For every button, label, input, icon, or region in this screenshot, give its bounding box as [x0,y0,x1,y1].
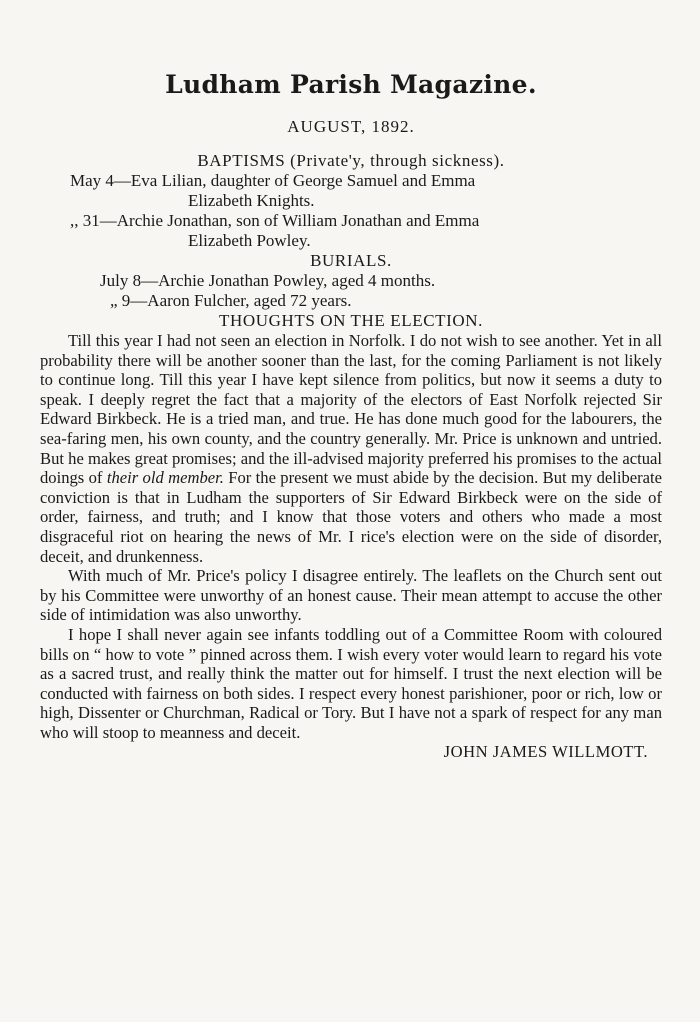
article-paragraph: With much of Mr. Price's policy I disagree entirely. The leaflets on the Church sent out by his Committee were unworthy of an honest cause. Their mean attempt to accuse the other side of intimidation was also unworthy. [40,566,662,625]
entry-date: July 8— [100,271,159,290]
election-article [40,311,662,762]
entry-text: Aaron Fulcher, aged 72 years. [147,291,352,310]
entry-text: Archie Jonathan, son of William Jonathan and Emma [116,211,480,230]
burial-entry [100,271,662,291]
italic-phrase: their old member. [106,468,224,488]
entry-date: May 4— [70,171,131,190]
baptisms-heading: BAPTISMS (Private'y, through sickness). [197,151,505,170]
issue-date: AUGUST, 1892. [287,117,415,136]
entry-date: ,, 31— [70,211,117,230]
baptisms-section [40,151,662,251]
burials-section [40,251,662,311]
entry-text: Eva Lilian, daughter of George Samuel and Emma [130,171,476,190]
baptism-entry [70,211,662,251]
article-heading: THOUGHTS ON THE ELECTION. [219,311,483,330]
burials-heading: BURIALS. [310,251,392,270]
entry-continuation: Elizabeth Powley. [188,231,311,250]
baptism-entry [70,171,662,211]
entry-text: Archie Jonathan Powley, aged 4 months. [158,271,436,290]
magazine-title: Ludham Parish Magazine. [165,70,537,99]
entry-continuation: Elizabeth Knights. [188,191,315,210]
burial-entry [100,291,662,311]
author-signature: JOHN JAMES WILLMOTT. [443,742,648,762]
article-paragraph: I hope I shall never again see infants toddling out of a Committee Room with coloured bills on “ how to vote ” pinned across them. I wish every voter would learn to regard his vote as a sacred trust, and really think the matter out for himself. I trust the next election will be conducted with fairness on both sides. I respect every honest parishioner, poor or rich, low or high, Dissenter or Churchman, Radical or Tory. But I have not a spark of respect for any man who will stoop to meanness and deceit. [40,624,662,742]
entry-date: „ 9— [110,291,148,310]
article-paragraph: Till this year I had not seen an election in Norfolk. I do not wish to see another. Yet in all probability there will be another sooner than the last, for the coming Parliament is not likely to continue long. Till this year I have kept silence from politics, but now it seems a duty to speak. I deeply regret the fact that a majority of the electors of East Norfolk rejected Sir Edward Birkbeck. He is a tried man, and true. He has done much good for the labourers, the sea-faring men, his own county, and the country generally. Mr. Price is unknown and untried. But he makes great promises; and the ill-advised majority preferred his promises to the actual doings of their old member. For the present we must abide by the decision. But my deliberate conviction is that in Ludham the supporters of Sir Edward Birkbeck were on the side of order, fairness, and truth; and I know that those voters and others who made a most disgraceful riot on hearing the news of Mr. I rice's election were on the side of disorder, deceit, and drunkenness. [40,331,663,566]
